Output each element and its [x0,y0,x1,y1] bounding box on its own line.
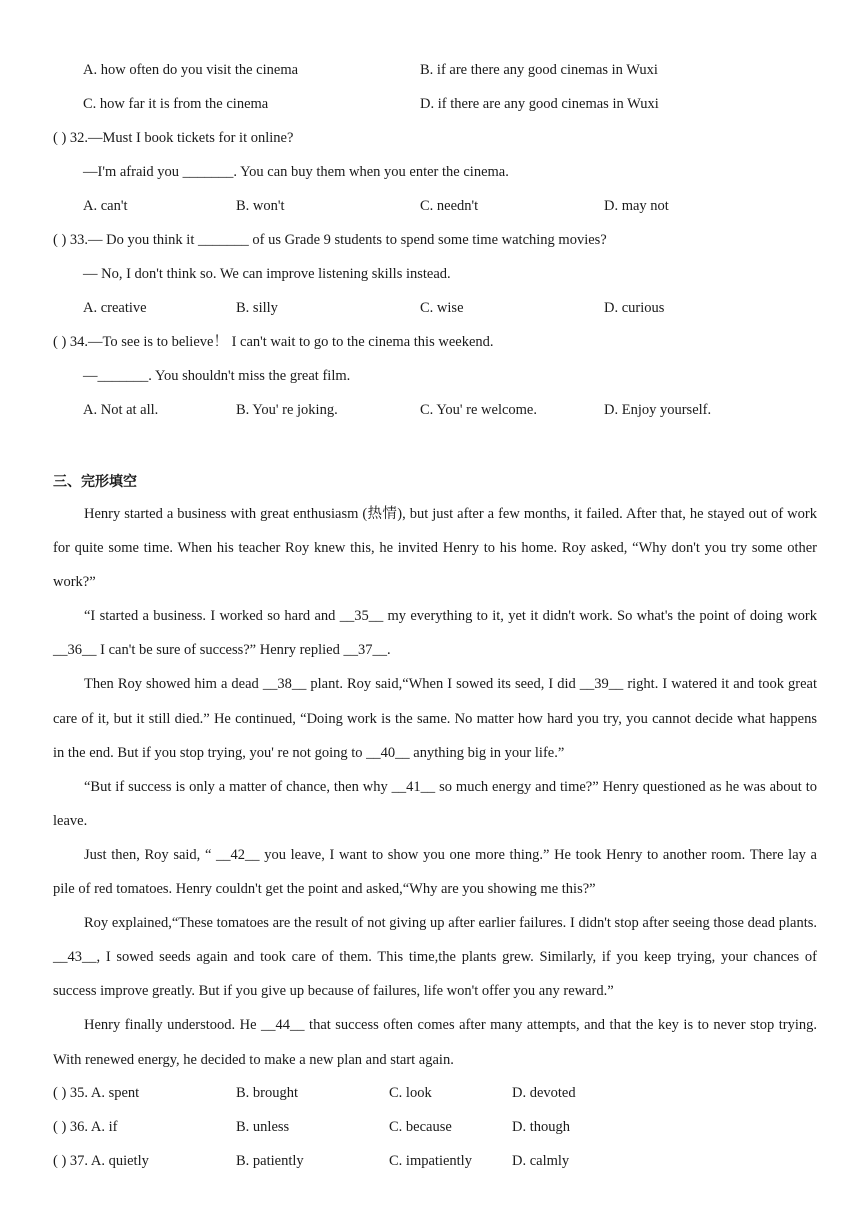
q37-stem: ( ) 37. A. quietly [53,1153,149,1169]
q34-option-d: D. Enjoy yourself. [604,402,712,418]
q33-option-b: B. silly [236,300,278,316]
q33-option-a: A. creative [83,300,147,316]
q35-option-d: D. devoted [512,1085,576,1101]
q34-stem: ( ) 34.—To see is to believe！ I can't wait to go to the cinema this weekend. [53,334,494,350]
q33-option-c: C. wise [420,300,464,316]
q37-option-c: C. impatiently [389,1153,472,1169]
q32-stem: ( ) 32.—Must I book tickets for it online? [53,130,294,146]
q37-option-b: B. patiently [236,1153,304,1169]
q34-option-c: C. You' re welcome. [420,402,537,418]
q31-option-d: D. if there are any good cinemas in Wuxi [420,96,659,112]
q36-option-b: B. unless [236,1119,290,1135]
q34-reply: —_______. You shouldn't miss the great film. [83,368,351,384]
q32-option-b: B. won't [236,198,285,214]
q31-option-b: B. if are there any good cinemas in Wuxi [420,62,658,78]
cloze-passage [53,497,817,1077]
passage-paragraph: Then Roy showed him a dead __38__ plant. Roy said,“When I sowed its seed, I did __39__ right. I watered it and took great care of it, but it still died.” He continued, “Doing work is the same. No matter how hard you try, you cannot decide what happens in the end. But if you stop trying, you' re not going to __40__ anything big in your life.” [53,676,817,761]
passage-paragraph: “But if success is only a matter of chance, then why __41__ so much energy and time?” Henry questioned as he was about to leave. [53,778,817,829]
q35-option-b: B. brought [236,1085,299,1101]
q34-option-a: A. Not at all. [83,402,159,418]
q35-stem: ( ) 35. A. spent [53,1085,140,1101]
q32-option-d: D. may not [604,198,669,214]
q32-reply: —I'm afraid you _______. You can buy them when you enter the cinema. [83,164,509,180]
q33-option-d: D. curious [604,300,665,316]
q35-option-c: C. look [389,1085,432,1101]
q33-reply: — No, I don't think so. We can improve listening skills instead. [83,266,451,282]
q36-option-d: D. though [512,1119,570,1135]
q32-option-a: A. can't [83,198,128,214]
q31-option-c: C. how far it is from the cinema [83,96,269,112]
q36-option-c: C. because [389,1119,452,1135]
passage-paragraph: Roy explained,“These tomatoes are the result of not giving up after earlier failures. I didn't stop after seeing those dead plants. __43__, I sowed seeds again and took care of them. This time,the plants grew. Similarly, if you keep trying, your chances of success improve greatly. But if you give up because of failures, life won't offer you any reward.” [53,915,817,1000]
q37-option-d: D. calmly [512,1153,570,1169]
q32-option-c: C. needn't [420,198,479,214]
q31-option-a: A. how often do you visit the cinema [83,62,299,78]
q34-option-b: B. You' re joking. [236,402,338,418]
section-heading: 三、完形填空 [53,474,137,490]
passage-paragraph: Henry started a business with great enthusiasm (热情), but just after a few months, it failed. After that, he stayed out of work for quite some time. When his teacher Roy knew this, he invited Henry to his home. Roy asked, “Why don't you try some other work?” [53,506,817,591]
passage-paragraph: Henry finally understood. He __44__ that success often comes after many attempts, and that the key is to never stop trying. With renewed energy, he decided to make a new plan and start again. [53,1017,817,1068]
passage-paragraph: “I started a business. I worked so hard and __35__ my everything to it, yet it didn't work. So what's the point of doing work __36__ I can't be sure of success?” Henry replied __37__. [53,608,817,659]
q36-stem: ( ) 36. A. if [53,1119,118,1135]
q33-stem: ( ) 33.— Do you think it _______ of us Grade 9 students to spend some time watching movies? [53,232,607,248]
passage-paragraph: Just then, Roy said, “ __42__ you leave, I want to show you one more thing.” He took Henry to another room. There lay a pile of red tomatoes. Henry couldn't get the point and asked,“Why are you showing me this?” [53,846,817,898]
